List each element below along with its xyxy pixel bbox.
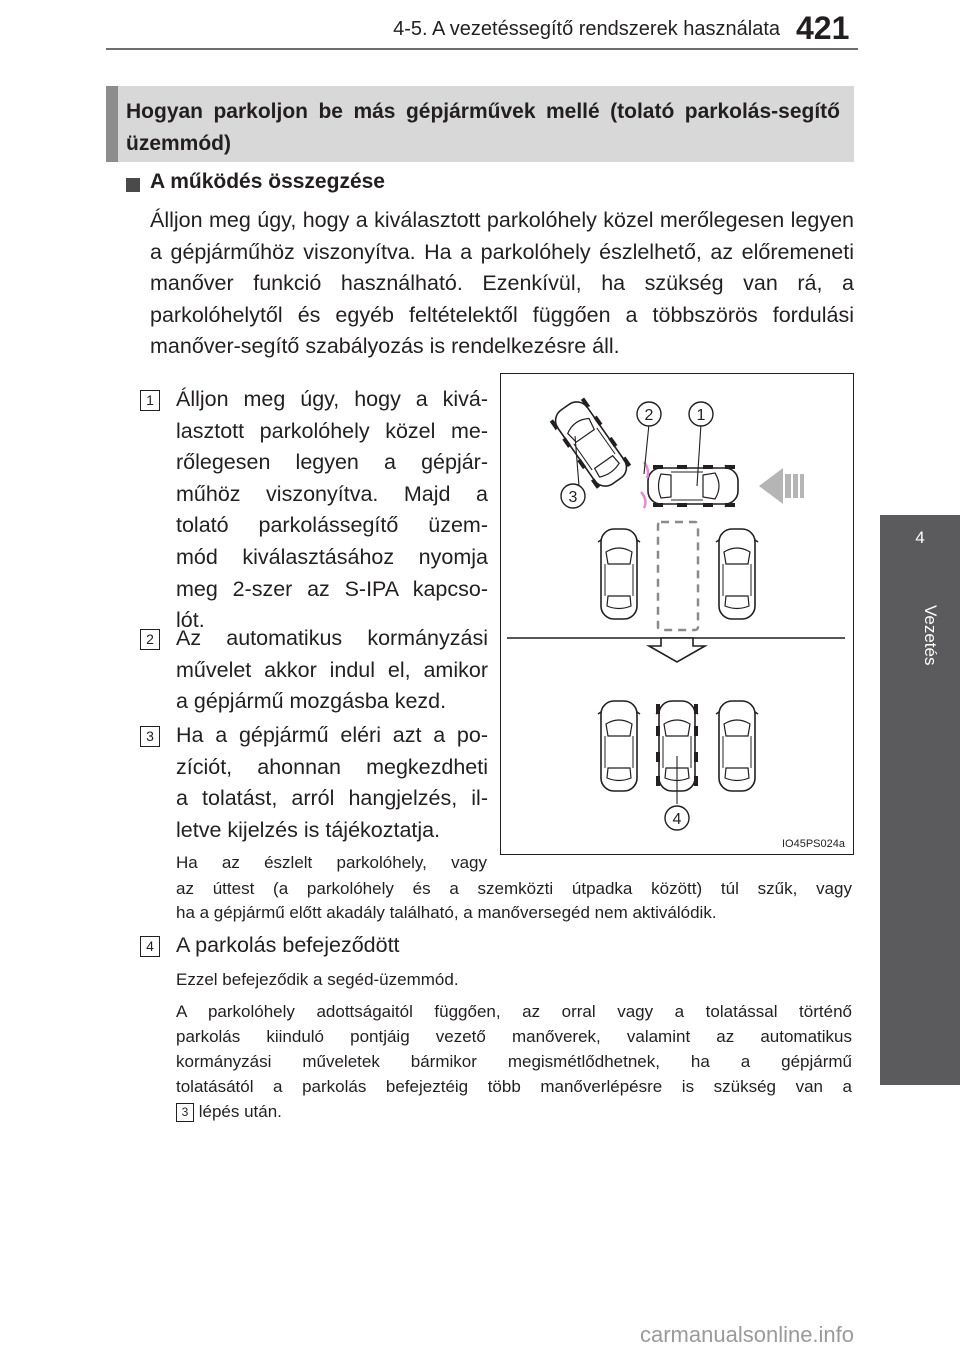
chapter-tab (880, 515, 960, 1085)
section-title: Hogyan parkoljon be más gépjárművek mellé (tolató parkolás-segítő üzemmód) (126, 100, 840, 155)
step-number: 3 (140, 726, 160, 747)
intro-paragraph: Álljon meg úgy, hogy a kiválasztott parkolóhely közel merőlegesen legyen a gépjárműhöz viszonyítva. Ha a parkolóhely észlelhető, az előremeneti manőver funkció használható. Ezenkívül, ha szükség van rá, a parkolóhelytől és egyéb feltételektől függően a többszörös fordulási manőver-segítő szabályozás is rendelkezésre áll. (150, 208, 854, 358)
step-number: 1 (140, 390, 160, 411)
step-line: rőlegesen legyen a gépjár- (176, 450, 488, 475)
figure-code: IO45PS024a (782, 838, 845, 850)
callout-3 (561, 484, 585, 508)
step-line: lasztott parkolóhely közel me- (176, 418, 488, 443)
parking-diagram-graphic (501, 374, 853, 854)
note-line: az úttest (a parkolóhely és a szemközti útpadka között) túl szűk, vagy (176, 879, 852, 898)
step-line: mód kiválasztásához nyomja (176, 544, 488, 569)
header-rule (106, 48, 858, 50)
step-line: meg 2-szer az S-IPA kapcso- (176, 576, 488, 601)
step-line: Álljon meg úgy, hogy a kivá- (176, 387, 488, 411)
note-line: parkolás kiinduló pontjáig vezető manőverek, valamint az automatikus (176, 1027, 852, 1046)
parked-car-right-bottom (716, 701, 758, 791)
step-line: a tolatást, arról hangjelzés, il- (176, 786, 488, 811)
note-last-line (176, 1100, 852, 1123)
header-section-title: 4-5. A vezetéssegítő rendszerek használata (393, 18, 780, 40)
note-line-text: lépés után. (198, 1102, 282, 1121)
step-number: 4 (140, 936, 160, 957)
page-number: 421 (796, 10, 850, 46)
callout-4-label: 4 (672, 811, 682, 828)
inline-step-number: 3 (176, 1103, 194, 1122)
chapter-tab-number: 4 (915, 528, 925, 547)
step-line: A parkolás befejeződött (176, 933, 400, 957)
note-line: A parkolóhely adottságaitól függően, az orral vagy a tolatással történő (176, 1002, 852, 1021)
vehicle-turning (548, 395, 634, 493)
step-line: zíciót, ahonnan megkezdheti (176, 754, 488, 779)
parked-car-left-bottom (598, 701, 640, 791)
callout-3-label: 3 (568, 489, 578, 506)
note-line: Ezzel befejeződik a segéd-üzemmód. (176, 970, 459, 989)
step-line: letve kijelzés is tájékoztatja. (176, 817, 441, 842)
direction-arrow-icon (759, 468, 804, 504)
parking-space-outline (658, 522, 698, 630)
parking-diagram (500, 373, 854, 855)
chapter-tab-label: Vezetés (921, 605, 940, 666)
callout-2-label: 2 (644, 407, 654, 424)
step-number: 2 (140, 629, 160, 650)
subheading: A működés összegzése (150, 170, 385, 193)
callout-1-label: 1 (696, 407, 706, 424)
step-line: a gépjármű mozgásba kezd. (176, 689, 447, 714)
watermark: carmanualsonline.info (640, 1322, 855, 1347)
callout-4 (665, 806, 689, 830)
step-line: tolató parkolássegítő üzem- (176, 513, 488, 538)
section-title-accent (106, 86, 118, 162)
vehicle-approaching (648, 465, 738, 507)
step-line: Ha a gépjármű eléri azt a po- (176, 723, 488, 747)
note-line: ha a gépjármű előtt akadály található, a manőversegéd nem aktiválódik. (176, 903, 717, 922)
step-line: Az automatikus kormányzási (176, 626, 488, 650)
step-line: művelet akkor indul el, amikor (176, 657, 488, 682)
step-line: műhöz viszonyítva. Majd a (176, 481, 488, 506)
note-line: tolatásától a parkolás befejeztéig több manőverlépésre is szükség van a (176, 1077, 852, 1096)
parked-car-right (716, 529, 758, 619)
callout-1 (689, 402, 713, 426)
note-line: kormányzási műveletek bármikor megismétlődhetnek, ha a gépjármű (176, 1052, 852, 1071)
parked-car-left (598, 529, 640, 619)
note-line: Ha az észlelt parkolóhely, vagy (176, 853, 487, 872)
step-line: lót. (176, 608, 205, 633)
callout-2 (637, 402, 661, 426)
square-bullet-icon (126, 178, 140, 192)
down-arrow-icon (649, 638, 705, 662)
